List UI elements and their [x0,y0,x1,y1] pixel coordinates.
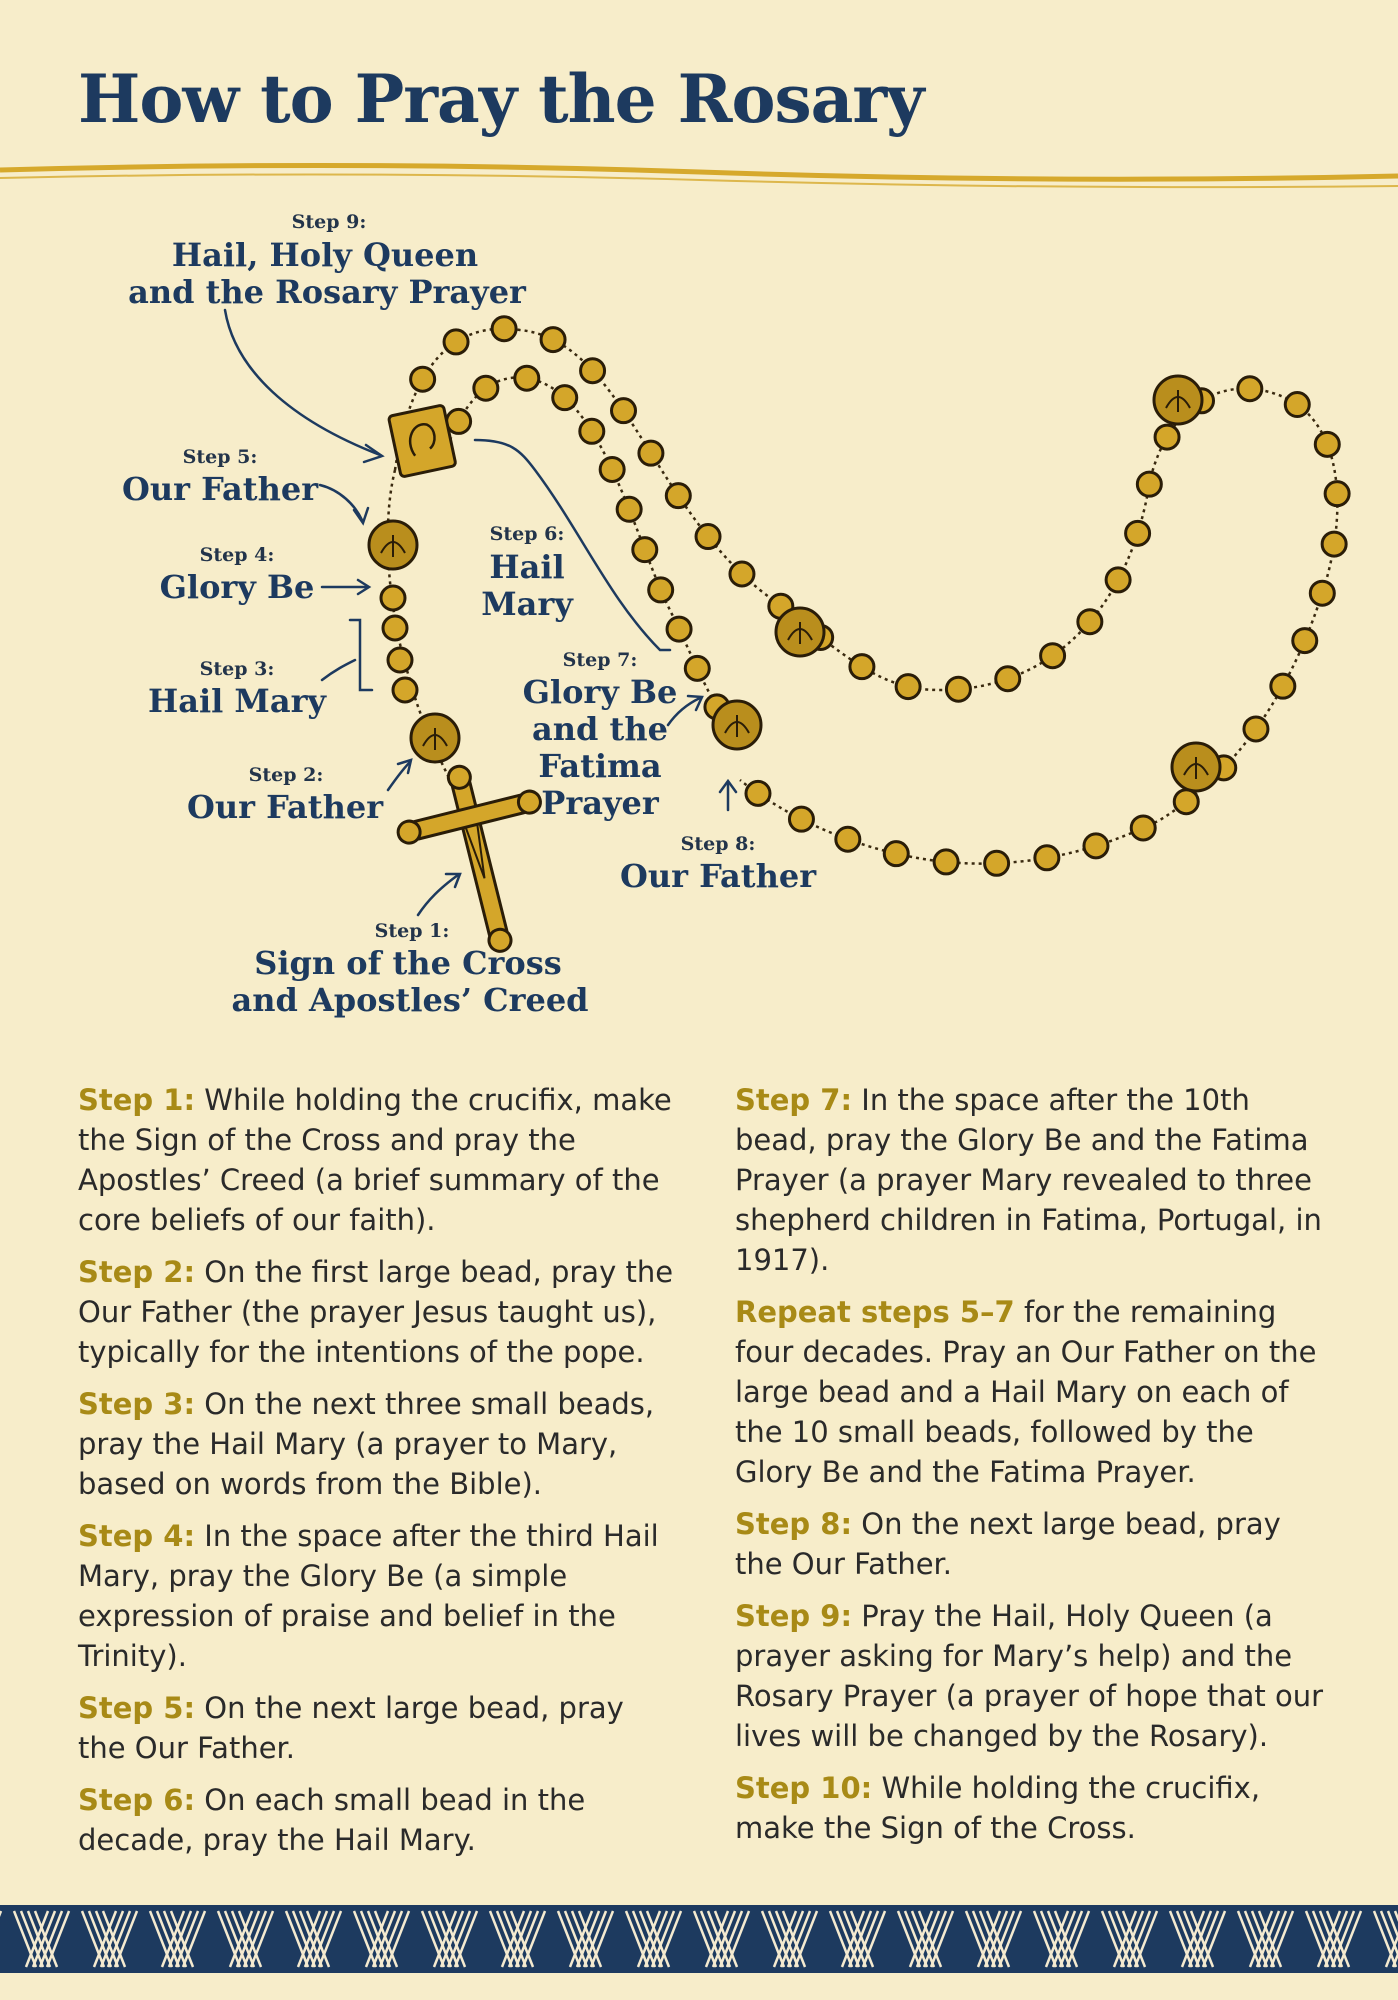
small-bead [996,667,1020,691]
step-label: Repeat steps 5–7 [735,1295,1015,1329]
small-bead [1238,377,1262,401]
label-step-7 [523,649,678,822]
label-line: and the [532,710,668,748]
small-bead [1078,610,1102,634]
instruction-paragraph [735,1596,1335,1756]
small-bead [685,656,709,680]
small-bead [1325,482,1349,506]
instruction-paragraph [78,1384,678,1504]
instruction-paragraph [78,1516,678,1676]
step-label: Step 6: [78,1783,196,1817]
label-step-2 [187,764,384,826]
label-step: Step 5: [182,446,258,468]
small-bead [411,367,435,391]
label-line: Our Father [619,857,817,895]
small-bead [746,781,770,805]
small-bead [1131,816,1155,840]
label-step-3 [148,658,327,720]
label-step-1 [231,920,588,1019]
label-line: Hail [489,548,565,586]
label-line: Hail, Holy Queen [171,236,479,274]
label-step: Step 6: [489,523,565,545]
small-bead [1322,532,1346,556]
small-bead [1041,644,1065,668]
small-bead [667,617,691,641]
label-line: Our Father [186,788,384,826]
arrow-step-9 [225,310,380,455]
label-line: Glory Be [522,673,678,711]
step-text: On each small bead in the decade, pray the Hail Mary. [78,1783,586,1857]
instruction-paragraph [735,1768,1335,1848]
step-text: for the remaining four decades. Pray an Our Father on the large bead and a Hail Mary on each of the 10 small beads, followed by the Glory Be and the Fatima Prayer. [735,1295,1317,1489]
small-bead [1155,425,1179,449]
step-label: Step 7: [735,1083,853,1117]
step-text: On the next large bead, pray the Our Father. [735,1507,1281,1581]
label-step: Step 8: [680,833,756,855]
instruction-paragraph [735,1504,1335,1584]
small-bead [1126,521,1150,545]
step-label: Step 4: [78,1519,196,1553]
small-bead [633,538,657,562]
bracket-step-3 [350,620,372,690]
label-step-6 [481,523,574,623]
label-step-8 [620,833,817,895]
arrow-step-1 [418,875,458,915]
small-bead [515,366,539,390]
step-text: In the space after the third Hail Mary, pray the Glory Be (a simple expression of praise and belief in the Trinity). [78,1519,659,1673]
small-bead [388,648,412,672]
small-bead [580,419,604,443]
step-label: Step 2: [78,1255,196,1289]
small-bead [1315,432,1339,456]
title-underline [0,165,1398,179]
instruction-paragraph [78,1080,678,1240]
instruction-paragraph [78,1780,678,1860]
step-label: Step 9: [735,1599,853,1633]
label-line: Our Father [121,470,319,508]
small-bead [1137,472,1161,496]
step-label: Step 1: [78,1083,196,1117]
step-label: Step 8: [735,1507,853,1541]
small-bead [696,525,720,549]
label-line: Fatima [538,747,662,785]
label-step-9 [128,211,527,311]
label-step: Step 7: [562,649,638,671]
small-bead [1244,717,1268,741]
step-text: On the next large bead, pray the Our Father. [78,1691,624,1765]
footer-pattern-band [0,1905,1398,1973]
small-bead [896,675,920,699]
small-bead [884,842,908,866]
small-bead [934,850,958,874]
small-bead [393,678,417,702]
small-bead [541,328,565,352]
page-title: How to Pray the Rosary [78,60,924,138]
small-bead [1293,629,1317,653]
arrow-step-2 [388,762,410,790]
label-line: Sign of the Cross [254,944,562,982]
small-bead [383,616,407,640]
small-bead [666,484,690,508]
step-text: In the space after the 10th bead, pray the Glory Be and the Fatima Prayer (a prayer Mary revealed to three shepherd children in Fatima, Portugal, in 1917). [735,1083,1322,1277]
small-bead [1310,581,1334,605]
small-bead [553,386,577,410]
label-step: Step 4: [199,544,275,566]
instruction-paragraph [735,1292,1335,1492]
step-text: While holding the crucifix, make the Sign of the Cross. [735,1771,1261,1845]
label-line: Mary [481,585,573,623]
small-bead [474,376,498,400]
step-label: Step 3: [78,1387,196,1421]
label-line: and Apostles’ Creed [231,981,589,1019]
label-line: and the Rosary Prayer [128,273,526,311]
small-bead [789,807,813,831]
step-label: Step 5: [78,1691,196,1725]
instructions-left-column [78,1080,678,1872]
small-bead [444,330,468,354]
small-bead [649,578,673,602]
label-step: Step 2: [248,764,324,786]
small-bead [1106,568,1130,592]
center-medal [388,405,456,477]
small-bead [1084,834,1108,858]
small-bead [850,655,874,679]
step-text: While holding the crucifix, make the Sign of the Cross and pray the Apostles’ Creed (a brief summary of the core beliefs of our faith). [78,1083,672,1237]
bracket-step-3-connector [322,660,355,680]
small-bead [600,457,624,481]
instruction-paragraph [735,1080,1335,1280]
step-text: On the next three small beads, pray the Hail Mary (a prayer to Mary, based on words from the Bible). [78,1387,655,1501]
small-bead [946,677,970,701]
label-step: Step 9: [291,211,367,233]
label-line: Prayer [541,784,659,822]
small-bead [730,562,754,586]
small-bead [1271,674,1295,698]
label-step-5 [122,446,319,508]
small-bead [617,497,641,521]
step-text: Pray the Hail, Holy Queen (a prayer asking for Mary’s help) and the Rosary Prayer (a prayer of hope that our lives will be changed by the Rosary). [735,1599,1324,1753]
step-label: Step 10: [735,1771,873,1805]
small-bead [447,409,471,433]
small-bead [639,441,663,465]
small-bead [611,399,635,423]
label-line: Hail Mary [147,682,327,720]
small-bead [836,827,860,851]
step-text: On the first large bead, pray the Our Father (the prayer Jesus taught us), typically for the intentions of the pope. [78,1255,674,1369]
small-bead [1174,790,1198,814]
small-bead [381,586,405,610]
small-bead [985,851,1009,875]
small-bead [1285,393,1309,417]
small-bead [581,359,605,383]
label-step: Step 3: [199,658,275,680]
small-bead [492,317,516,341]
label-step: Step 1: [374,920,450,942]
instruction-paragraph [78,1252,678,1372]
small-bead [1035,846,1059,870]
label-line: Glory Be [159,568,315,606]
instructions-right-column [735,1080,1335,1860]
label-step-4 [160,544,315,606]
instruction-paragraph [78,1688,678,1768]
arrow-step-5 [320,485,362,520]
